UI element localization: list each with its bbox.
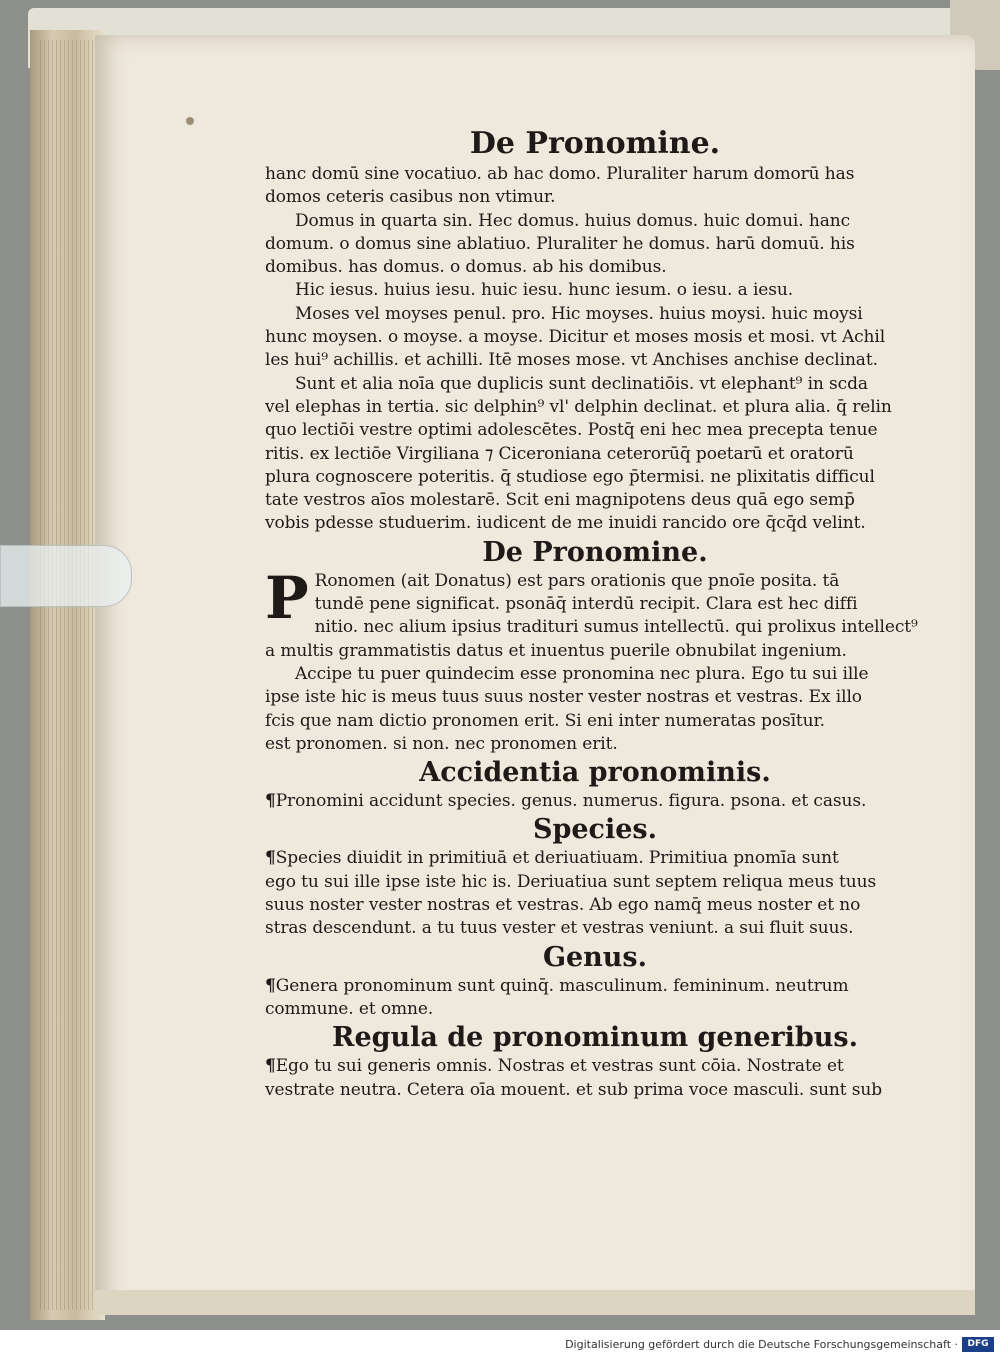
text-line: quo lectiōi vestre optimi adolescētes. Postq̄ eni hec mea precepta tenue — [265, 420, 878, 441]
text-line: Ronomen (ait Donatus) est pars orationis que pnoīe posita. tā — [314, 570, 840, 591]
initial-letter: P — [265, 563, 309, 632]
text-line: ipse iste hic is meus tuus suus noster vester nostras et vestras. Ex illo — [265, 687, 862, 708]
text-line: Accipe tu puer quindecim esse pronomina nec plura. Ego tu sui ille — [295, 663, 869, 684]
text-line: vel elephas in tertia. sic delphin⁹ vl' delphin declinat. et plura alia. q̄ relin — [265, 396, 892, 417]
paragraph-mark: ¶ — [265, 975, 276, 996]
section-title: De Pronomine. — [482, 536, 708, 568]
text-line: hanc domū sine vocatiuo. ab hac domo. Pluraliter harum domorū has — [265, 164, 855, 184]
text-line: stras descendunt. a tu tuus vester et vestras veniunt. a sui fluit suus. — [265, 918, 854, 939]
page-title: De Pronomine. — [469, 126, 721, 161]
text-line: les hui⁹ achillis. et achilli. Itē moses mose. vt Anchises anchise declinat. — [265, 350, 878, 371]
text-line: domos ceteris casibus non vtimur. — [265, 187, 556, 208]
page-bottom-edge — [95, 1290, 975, 1315]
page-edge-lines — [40, 40, 100, 1310]
initial-paragraph — [265, 563, 925, 663]
text-line: Ego tu sui generis omnis. Nostras et vestras sunt cōia. Nostrate et — [275, 1056, 844, 1077]
text-line: Domus in quarta sin. Hec domus. huius domus. huic domui. hanc — [295, 210, 851, 231]
heading-species: Species. — [532, 814, 658, 846]
text-line: nitio. nec alium ipsius tradituri sumus intellectū. qui prolixus intellect⁹ — [314, 617, 918, 638]
text-line: domum. o domus sine ablatiuo. Pluraliter he domus. harū domuū. his — [265, 233, 855, 254]
text-line: ego tu sui ille ipse iste hic is. Deriuatiua sunt septem reliqua meus tuus — [265, 871, 877, 892]
text-line: Moses vel moyses penul. pro. Hic moyses. huius moysi. huic moysi — [295, 303, 863, 324]
heading-genus: Genus. — [542, 941, 648, 973]
text-line: Sunt et alia noīa que duplicis sunt declinatiōis. vt elephant⁹ in scda — [295, 373, 868, 394]
text-line: vestrate neutra. Cetera oīa mouent. et sub prima voce masculi. sunt sub — [265, 1079, 883, 1100]
text-line: domibus. has domus. o domus. ab his domibus. — [265, 257, 667, 278]
text-line: a multis grammatistis datus et inuentus puerile obnubilat ingenium. — [265, 640, 847, 661]
paragraph-mark: ¶ — [265, 791, 276, 812]
text-line: ritis. ex lectiōe Virgiliana ⁊ Ciceroniana ceterorūq̄ poetarū et oratorū — [265, 443, 854, 464]
text-line: tate vestros aīos molestarē. Scit eni magnipotens deus quā ego semp̄ — [265, 490, 855, 511]
text-line: est pronomen. si non. nec pronomen erit. — [265, 733, 618, 754]
page-clip — [0, 545, 132, 607]
text-line: hunc moysen. o moyse. a moyse. Dicitur et moses mosis et mosi. vt Achil — [265, 327, 886, 348]
paragraph-mark: ¶ — [265, 848, 276, 869]
text-line: vobis pdesse studuerim. iudicent de me inuidi rancido ore q̄cq̄d velint. — [265, 513, 866, 534]
text-line: Hic iesus. huius iesu. huic iesu. hunc iesum. o iesu. a iesu. — [295, 280, 794, 301]
text-line: Species diuidit in primitiuā et deriuatiuam. Primitiua pnomīa sunt — [275, 848, 839, 869]
text-line: fcis que nam dictio pronomen erit. Si eni inter numeratas posītur. — [265, 710, 825, 731]
heading-regula: Regula de pronominum generibus. — [332, 1022, 858, 1054]
text-line: plura cognoscere poteritis. q̄ studiose ego p̄termisi. ne plixitatis difficul — [265, 466, 875, 487]
binding-hole — [186, 117, 194, 125]
heading-accidentia: Accidentia pronominis. — [419, 757, 771, 789]
funding-credit: Digitalisierung gefördert durch die Deutsche Forschungsgemeinschaft · — [565, 1338, 958, 1351]
text-line: tundē pene significat. psonāq̄ interdū recipit. Clara est hec diffi — [314, 594, 858, 615]
footer-bar — [0, 1334, 1000, 1358]
dfg-logo: DFG — [962, 1337, 994, 1352]
text-line: suus noster vester nostras et vestras. Ab ego namq̄ meus noster et no — [265, 895, 861, 916]
page-text — [265, 125, 925, 1102]
text-line: Pronomini accidunt species. genus. numerus. figura. psona. et casus. — [275, 791, 867, 812]
text-line: Genera pronominum sunt quinq̄. masculinum. femininum. neutrum — [275, 975, 849, 996]
text-line: commune. et omne. — [265, 998, 434, 1019]
paragraph-mark: ¶ — [265, 1056, 276, 1077]
